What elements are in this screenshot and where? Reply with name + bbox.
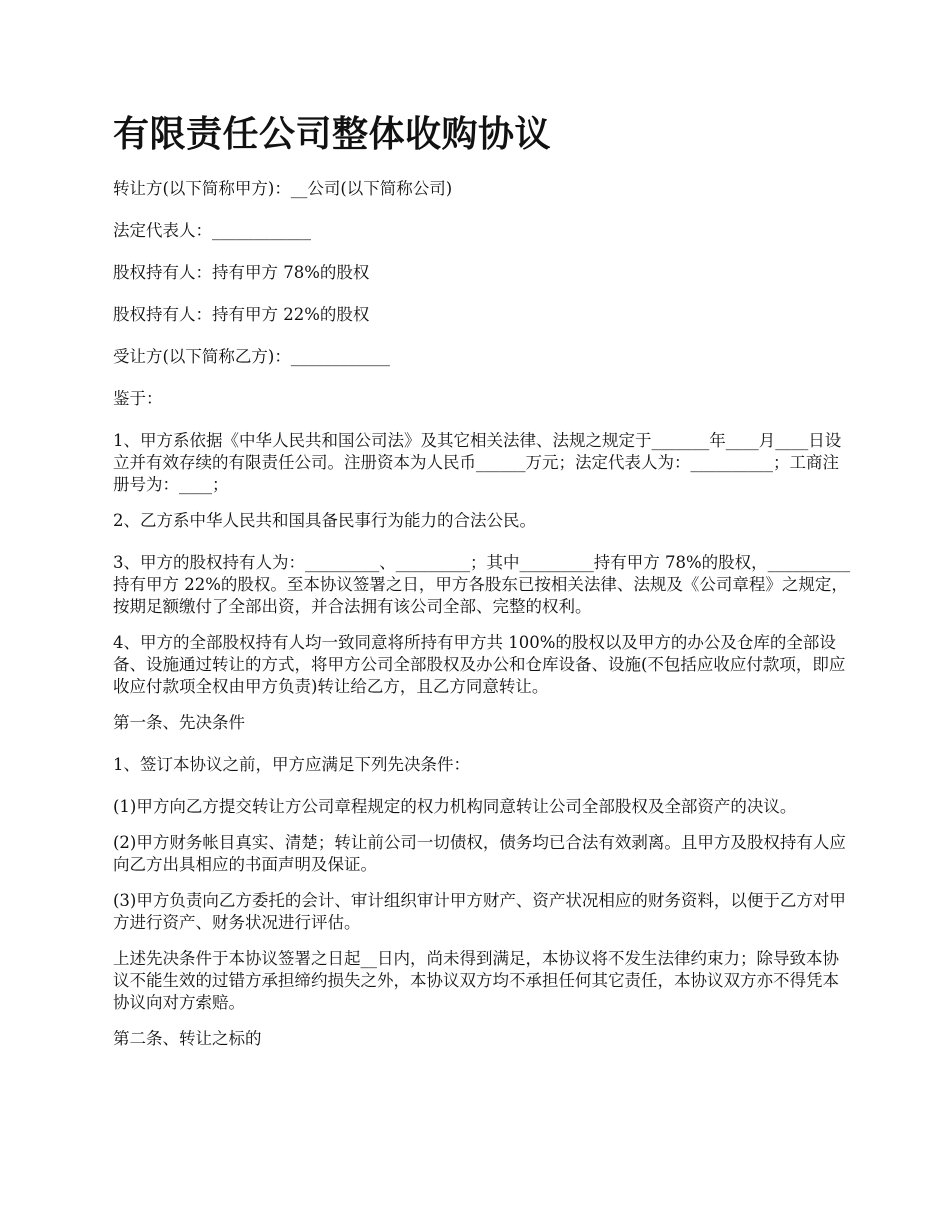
document-title: 有限责任公司整体收购协议 [113, 114, 552, 155]
whereas-clause-3: 3、甲方的股权持有人为：_________、_________；其中_________持有甲方 78%的股权，__________持有甲方 22%的股权。至本协议签署之日，甲方各股东已按相关法律、法规及《公司章程》之规定，按期足额缴付了全部出资，并合法拥有该公司全部、完整的权利。 [113, 553, 851, 616]
legal-representative-line: 法定代表人：____________ [113, 221, 311, 240]
shareholder-78-line: 股权持有人：持有甲方 78%的股权 [113, 263, 370, 282]
condition-3: (3)甲方负责向乙方委托的会计、审计组织审计甲方财产、资产状况相应的财务资料，以便于乙方对甲方进行资产、财务状况进行评估。 [113, 891, 846, 932]
whereas-clause-1: 1、甲方系依据《中华人民共和国公司法》及其它相关法律、法规之规定于_______年____月____日设立并有效存续的有限责任公司。注册资本为人民币______万元；法定代表人为：__________；工商注册号为：____； [113, 431, 842, 494]
article-1-heading: 第一条、先决条件 [113, 713, 245, 732]
shareholder-22-line: 股权持有人：持有甲方 22%的股权 [113, 305, 370, 324]
whereas-heading: 鉴于： [113, 389, 163, 408]
condition-2: (2)甲方财务帐目真实、清楚；转让前公司一切债权，债务均已合法有效剥离。且甲方及股权持有人应向乙方出具相应的书面声明及保证。 [113, 833, 846, 874]
conditions-deadline-clause: 上述先决条件于本协议签署之日起__日内，尚未得到满足，本协议将不发生法律约束力；除导致本协议不能生效的过错方承担缔约损失之外，本协议双方均不承担任何其它责任，本协议双方亦不得凭本协议向对方索赔。 [113, 949, 839, 1012]
document-page [113, 110, 855, 1070]
whereas-clause-4: 4、甲方的全部股权持有人均一致同意将所持有甲方共 100%的股权以及甲方的办公及仓库的全部设备、设施通过转让的方式，将甲方公司全部股权及办公和仓库设备、设施(不包括应收应付款项，即应收应付款项全权由甲方负责)转让给乙方，且乙方同意转让。 [113, 633, 846, 696]
transferee-line: 受让方(以下简称乙方)：____________ [113, 347, 390, 366]
transferor-line: 转让方(以下简称甲方)：__公司(以下简称公司) [113, 179, 453, 198]
whereas-clause-2: 2、乙方系中华人民共和国具备民事行为能力的合法公民。 [113, 511, 536, 530]
article-1-item-1: 1、签订本协议之前，甲方应满足下列先决条件： [113, 755, 470, 774]
article-2-heading: 第二条、转让之标的 [113, 1029, 262, 1048]
condition-1: (1)甲方向乙方提交转让方公司章程规定的权力机构同意转让公司全部股权及全部资产的决议。 [113, 797, 797, 816]
